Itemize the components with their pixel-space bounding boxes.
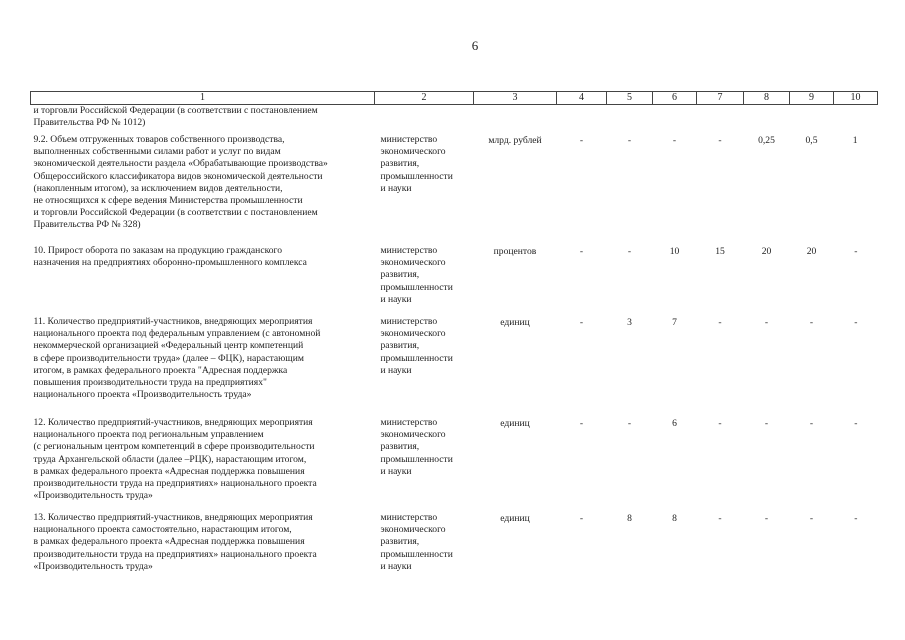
column-number-header: 8 xyxy=(744,92,790,105)
unit-of-measure: млрд. рублей xyxy=(488,135,542,146)
indicator-value: - xyxy=(579,513,584,524)
indicators-table xyxy=(30,91,878,579)
unit-of-measure: единиц xyxy=(500,317,530,328)
indicator-value: 1 xyxy=(852,135,858,146)
indicator-value xyxy=(744,105,790,135)
indicator-value: 0,5 xyxy=(805,135,818,146)
indicator-value: 0,25 xyxy=(758,135,775,146)
indicator-description: 12. Количество предприятий-участников, внедряющих мероприятия национального проекта под региональным управлением (с региональным центром компетенций в сфере производительности труда Архангельской области (далее –РЦК), нарастающим итогом, в рамках федерального проекта «Адресная поддержка повышения производительности труда на предприятиях» национального проекта «Производительность труда» xyxy=(33,417,317,502)
indicator-value: - xyxy=(579,246,584,257)
column-number-header: 7 xyxy=(697,92,744,105)
indicator-value: 10 xyxy=(669,246,680,257)
indicator-value xyxy=(653,105,697,135)
indicator-description: 13. Количество предприятий-участников, внедряющих мероприятия национального проекта самостоятельно, нарастающим итогом, в рамках федерального проекта «Адресная поддержка повышения производительности труда на предприятиях» национального проекта «Производительность труда» xyxy=(33,512,317,572)
column-number-header: 9 xyxy=(790,92,834,105)
indicator-value: - xyxy=(718,135,722,146)
indicator-description: и торговли Российской Федерации (в соответствии с постановлением Правительства РФ № 1012) xyxy=(33,105,318,129)
column-number-header: 3 xyxy=(474,92,557,105)
indicator-value: - xyxy=(809,513,814,524)
indicator-value: - xyxy=(672,135,677,146)
indicator-value: - xyxy=(718,513,722,524)
indicator-value xyxy=(834,105,878,135)
column-number-header: 6 xyxy=(653,92,697,105)
table-row xyxy=(31,105,878,135)
indicator-value: - xyxy=(854,418,858,429)
indicator-value: 8 xyxy=(627,513,632,524)
indicator-value xyxy=(790,105,834,135)
page-number: 6 xyxy=(471,38,479,53)
table-row xyxy=(31,134,878,245)
responsible-body: министерство экономического развития, промышленности и науки xyxy=(380,316,453,376)
indicator-value: - xyxy=(627,246,632,257)
indicator-value: 3 xyxy=(627,317,632,328)
responsible-body: министерство экономического развития, промышленности и науки xyxy=(380,417,453,477)
column-number-header: 5 xyxy=(607,92,653,105)
indicator-value: 15 xyxy=(715,246,725,257)
indicator-description: 9.2. Объем отгруженных товаров собственного производства, выполненных собственными силами работ и услуг по видам экономической деятельности раздела «Обрабатывающие производства» Общероссийского классификатора видов экономической деятельности (накопленным итогом), за исключением видов деятельности, не относящихся к сфере ведения Министерства промышленности и торговли Российской Федерации (в соответствии с постановлением Правительства РФ № 328) xyxy=(33,134,328,231)
column-number-header: 10 xyxy=(834,92,878,105)
unit-of-measure: процентов xyxy=(493,246,537,257)
indicator-value: 8 xyxy=(672,513,677,524)
unit-of-measure: единиц xyxy=(500,418,530,429)
indicator-value: - xyxy=(854,513,858,524)
indicator-value: - xyxy=(718,418,722,429)
indicator-description: 11. Количество предприятий-участников, внедряющих мероприятия национального проекта под федеральным управлением (с автономной некоммерческой организацией «Федеральный центр компетенций в сфере производительности труда» (далее – ФЦК), нарастающим итогом, в рамках федерального проекта "Адресная поддержка повышения производительности труда на предприятиях" национального проекта «Производительность труда» xyxy=(33,316,321,401)
indicator-value: - xyxy=(854,317,858,328)
indicator-value: - xyxy=(809,418,814,429)
indicator-value: - xyxy=(718,317,722,328)
responsible-body xyxy=(375,105,474,135)
indicator-value: - xyxy=(764,418,769,429)
indicator-value: - xyxy=(809,317,814,328)
indicator-value: 20 xyxy=(761,246,772,257)
responsible-body: министерство экономического развития, промышленности и науки xyxy=(380,134,453,194)
indicator-value: 7 xyxy=(672,317,677,328)
indicator-value xyxy=(607,105,653,135)
indicator-value: - xyxy=(579,135,584,146)
indicator-value: - xyxy=(579,418,584,429)
indicator-value: 6 xyxy=(672,418,677,429)
column-number-header: 4 xyxy=(557,92,607,105)
indicator-value: - xyxy=(764,513,769,524)
table-row xyxy=(31,245,878,316)
unit-of-measure xyxy=(474,105,557,135)
table-row xyxy=(31,512,878,579)
table-row xyxy=(31,417,878,512)
table-row xyxy=(31,316,878,417)
unit-of-measure: единиц xyxy=(500,513,530,524)
responsible-body: министерство экономического развития, промышленности и науки xyxy=(380,245,453,305)
responsible-body: министерство экономического развития, промышленности и науки xyxy=(380,512,453,572)
column-number-row xyxy=(31,92,878,105)
indicator-value xyxy=(557,105,607,135)
indicator-value: - xyxy=(854,246,858,257)
indicator-value: - xyxy=(627,418,632,429)
indicator-value: - xyxy=(627,135,632,146)
indicator-value: - xyxy=(764,317,769,328)
indicator-value xyxy=(697,105,744,135)
column-number-header: 2 xyxy=(375,92,474,105)
indicator-value: 20 xyxy=(806,246,817,257)
indicator-value: - xyxy=(579,317,584,328)
indicator-description: 10. Прирост оборота по заказам на продукцию гражданского назначения на предприятиях оборонно-промышленного комплекса xyxy=(33,245,307,269)
column-number-header: 1 xyxy=(31,92,375,105)
